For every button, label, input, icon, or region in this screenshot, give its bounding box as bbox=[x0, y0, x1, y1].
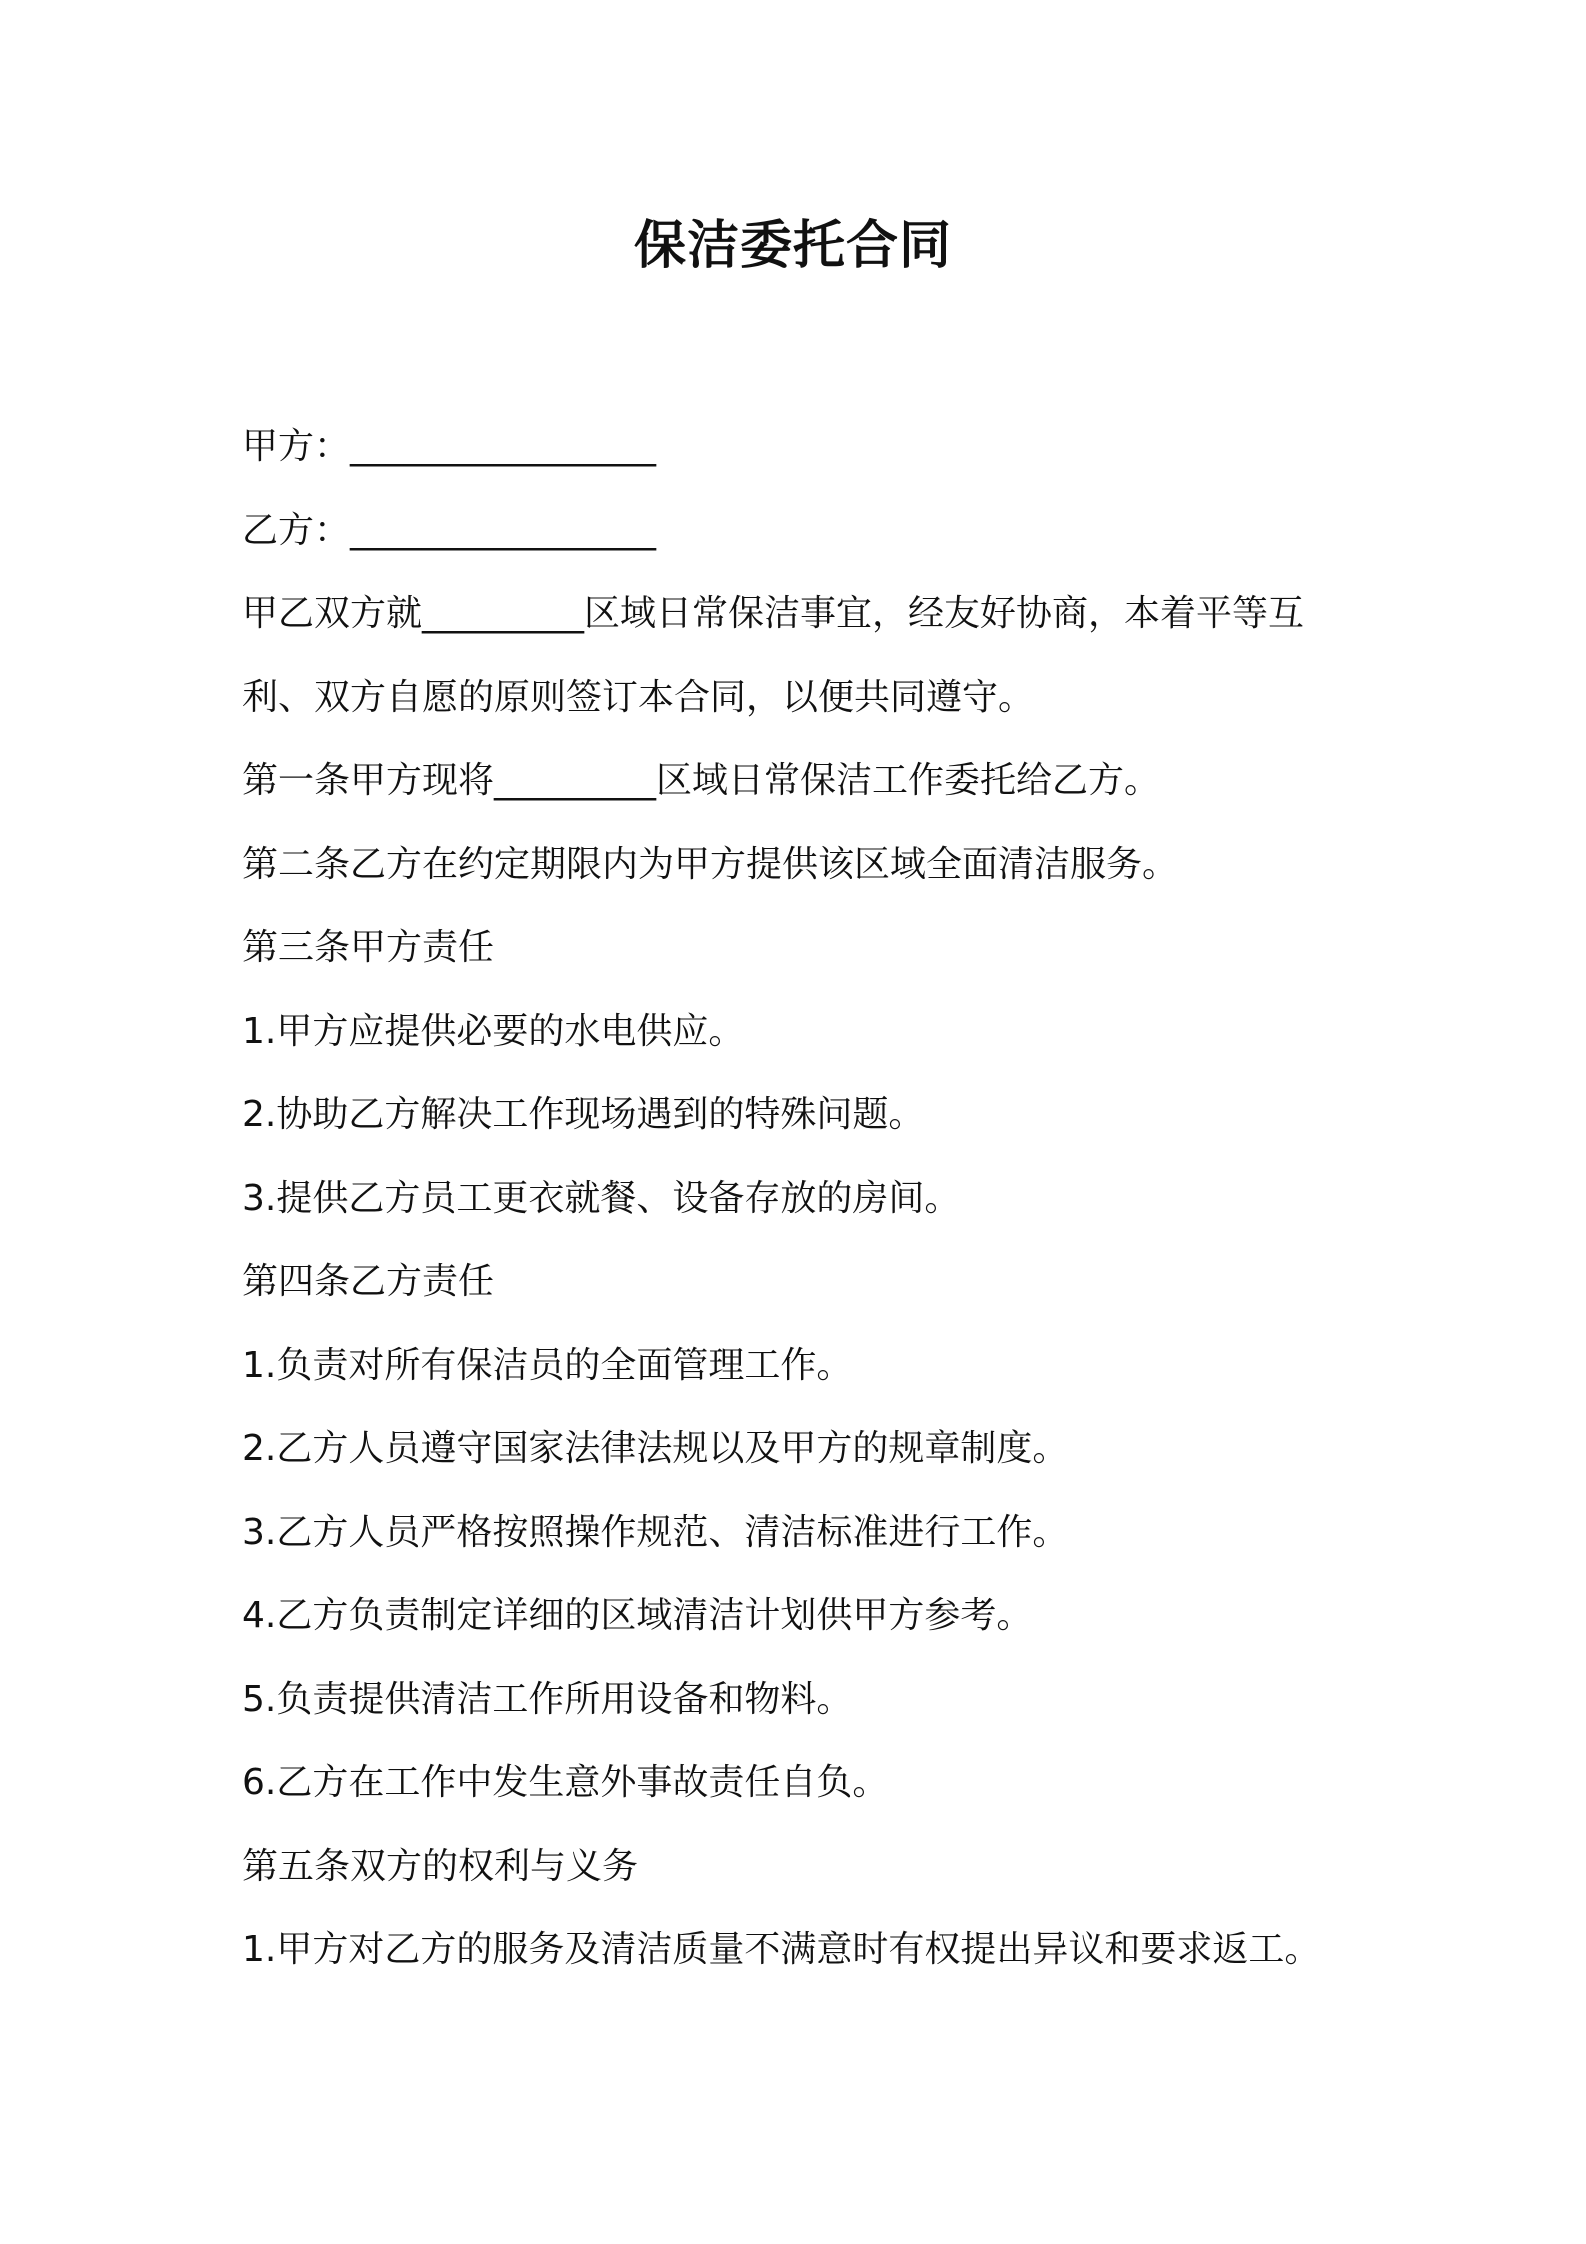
article-2: 第二条乙方在约定期限内为甲方提供该区域全面清洁服务。 bbox=[242, 843, 1179, 885]
article-1: 第一条甲方现将_________区域日常保洁工作委托给乙方。 bbox=[242, 760, 1161, 801]
party-a-line: 甲方：_________________ bbox=[242, 426, 657, 467]
article-4-item-6: 6.乙方在工作中发生意外事故责任自负。 bbox=[242, 1762, 889, 1803]
article-3-heading: 第三条甲方责任 bbox=[242, 927, 495, 968]
article-5-heading: 第五条双方的权利与义务 bbox=[242, 1845, 639, 1887]
article-4-item-3: 3.乙方人员严格按照操作规范、清洁标准进行工作。 bbox=[242, 1511, 1069, 1553]
article-5-item-1: 1.甲方对乙方的服务及清洁质量不满意时有权提出异议和要求返工。 bbox=[242, 1929, 1321, 1970]
preamble-line-1: 甲乙双方就_________区域日常保洁事宜，经友好协商，本着平等互 bbox=[242, 593, 1305, 634]
article-4-heading: 第四条乙方责任 bbox=[242, 1261, 495, 1302]
article-4-item-4: 4.乙方负责制定详细的区域清洁计划供甲方参考。 bbox=[242, 1595, 1033, 1636]
document-title: 保洁委托合同 bbox=[633, 216, 952, 276]
article-3-item-3: 3.提供乙方员工更衣就餐、设备存放的房间。 bbox=[242, 1177, 961, 1219]
article-4-item-5: 5.负责提供清洁工作所用设备和物料。 bbox=[242, 1678, 853, 1720]
article-3-item-1: 1.甲方应提供必要的水电供应。 bbox=[242, 1010, 745, 1052]
preamble-line-2: 利、双方自愿的原则签订本合同，以便共同遵守。 bbox=[242, 676, 1035, 718]
article-3-item-2: 2.协助乙方解决工作现场遇到的特殊问题。 bbox=[242, 1094, 925, 1135]
document-body bbox=[242, 405, 1362, 1992]
article-4-item-1: 1.负责对所有保洁员的全面管理工作。 bbox=[242, 1344, 853, 1386]
article-4-item-2: 2.乙方人员遵守国家法律法规以及甲方的规章制度。 bbox=[242, 1428, 1069, 1469]
party-b-line: 乙方：_________________ bbox=[242, 509, 657, 551]
